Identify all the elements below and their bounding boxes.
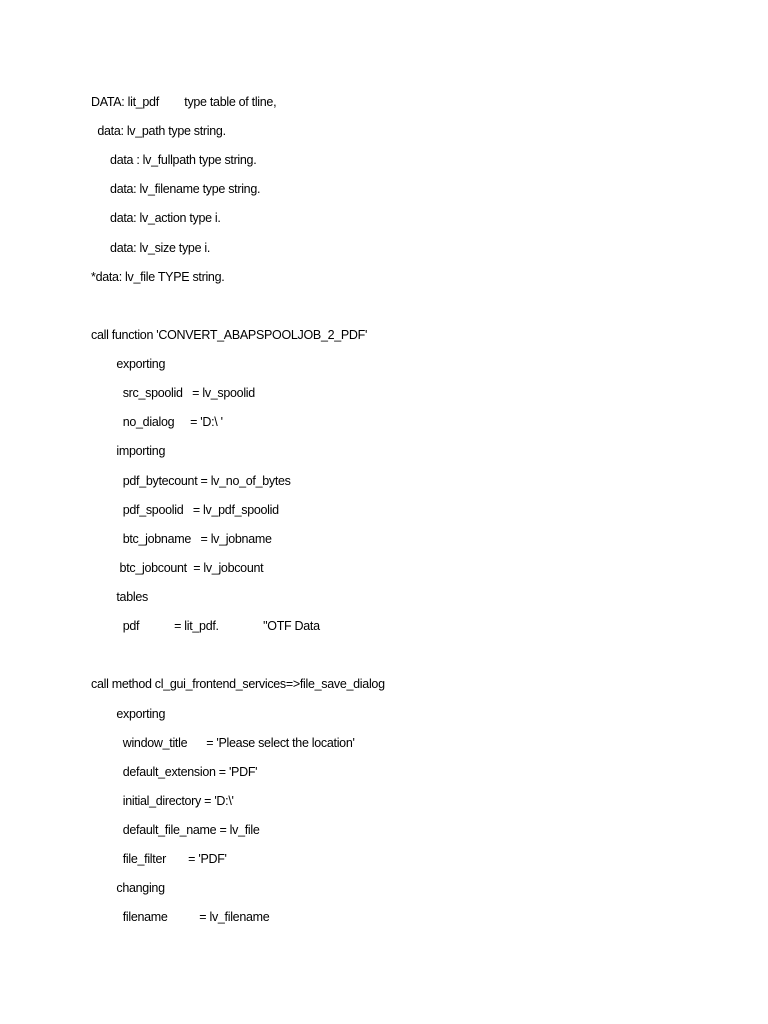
code-line-16: btc_jobcount = lv_jobcount bbox=[91, 561, 264, 575]
code-line-17: tables bbox=[91, 590, 148, 604]
code-line-22: default_extension = 'PDF' bbox=[91, 765, 258, 779]
code-line-27: filename = lv_filename bbox=[91, 910, 270, 924]
code-line-26: changing bbox=[91, 881, 165, 895]
code-line-8: call function 'CONVERT_ABAPSPOOLJOB_2_PDF' bbox=[91, 328, 368, 342]
code-line-1: DATA: lit_pdf type table of tline, bbox=[91, 95, 277, 109]
code-line-25: file_filter = 'PDF' bbox=[91, 852, 227, 866]
code-line-18: pdf = lit_pdf. "OTF Data bbox=[91, 619, 320, 633]
code-line-21: window_title = 'Please select the location' bbox=[91, 736, 355, 750]
code-line-6: data: lv_size type i. bbox=[91, 241, 211, 255]
code-line-24: default_file_name = lv_file bbox=[91, 823, 260, 837]
code-line-11: no_dialog = 'D:\ ' bbox=[91, 415, 223, 429]
code-line-9: exporting bbox=[91, 357, 166, 371]
code-line-23: initial_directory = 'D:\' bbox=[91, 794, 234, 808]
code-line-13: pdf_bytecount = lv_no_of_bytes bbox=[91, 474, 291, 488]
code-line-14: pdf_spoolid = lv_pdf_spoolid bbox=[91, 503, 279, 517]
code-line-10: src_spoolid = lv_spoolid bbox=[91, 386, 255, 400]
code-line-4: data: lv_filename type string. bbox=[91, 182, 261, 196]
code-line-7: *data: lv_file TYPE string. bbox=[91, 270, 225, 284]
code-line-20: exporting bbox=[91, 707, 166, 721]
code-line-3: data : lv_fullpath type string. bbox=[91, 153, 257, 167]
code-line-15: btc_jobname = lv_jobname bbox=[91, 532, 272, 546]
code-line-2: data: lv_path type string. bbox=[91, 124, 226, 138]
code-line-5: data: lv_action type i. bbox=[91, 211, 221, 225]
code-line-19: call method cl_gui_frontend_services=>file_save_dialog bbox=[91, 677, 385, 691]
code-line-12: importing bbox=[91, 444, 166, 458]
